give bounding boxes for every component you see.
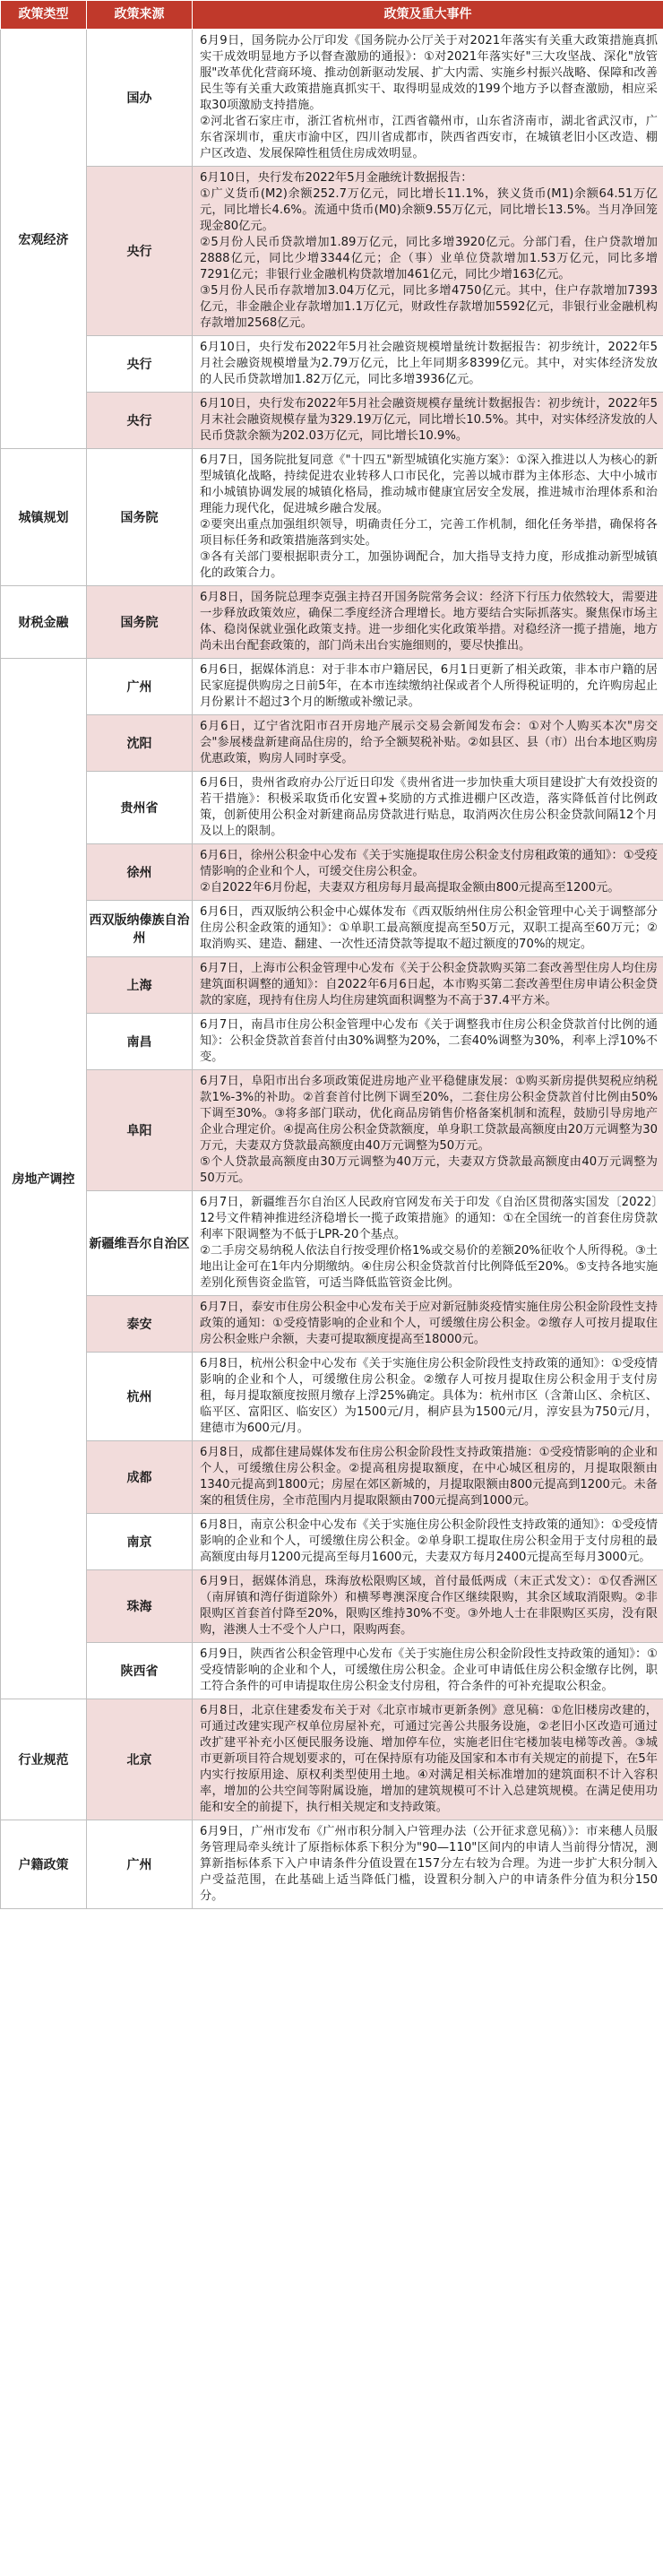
event-paragraph: ③5月份人民币存款增加3.04万亿元，同比多增4750亿元。其中，住户存款增加7393亿元，非金融企业存款增加1.1万亿元，财政性存款增加5592亿元，非银行业金融机构存款增加2568亿元。	[200, 284, 658, 330]
policy-source: 央行	[87, 336, 193, 393]
table-row	[1, 1191, 663, 1296]
policy-source: 沈阳	[87, 715, 193, 772]
policy-source: 泰安	[87, 1296, 193, 1353]
event-paragraph: 6月7日，阜阳市出台多项政策促进房地产业平稳健康发展：①购买新房提供契税应纳税款1%-3%的补助。②首套首付比例下调至20%，二套住房公积金贷款首付比例由50%下调至30%。③将多部门联动，优化商品房销售价格备案机制和流程，鼓励引导房地产企业合理定价。④提高住房公积金贷款额度，单身职工贷款最高额度由20万元调整为30万元，夫妻双方贷款最高额度由40万元调整为50万元。	[200, 1075, 658, 1153]
policy-event	[193, 449, 663, 586]
event-paragraph: 6月6日，徐州公积金中心发布《关于实施提取住房公积金支付房租政策的通知》：①受疫情影响的企业和个人，可缓交住房公积金。	[200, 849, 658, 878]
policy-source: 南京	[87, 1514, 193, 1570]
table-row	[1, 336, 663, 393]
policy-category: 房地产调控	[1, 659, 87, 1699]
policy-event	[193, 586, 663, 659]
event-paragraph: ②河北省石家庄市，浙江省杭州市，江西省赣州市，山东省济南市，湖北省武汉市，广东省深圳市，重庆市渝中区，四川省成都市，陕西省西安市，在城镇老旧小区改造、棚户区改造、发展保障性租赁住房成效明显。	[200, 115, 658, 160]
policy-event	[193, 1643, 663, 1699]
policy-event	[193, 659, 663, 715]
event-paragraph: 6月7日，国务院批复同意《"十四五"新型城镇化实施方案》：①深入推进以人为核心的新型城镇化战略，持续促进农业转移人口市民化，完善以城市群为主体形态、大中小城市和小城镇协调发展的城镇化格局，推动城市健康宜居安全发展，推进城市治理体系和治理能力现代化，促进城乡融合发展。	[200, 454, 658, 515]
policy-event	[193, 1514, 663, 1570]
policy-source: 成都	[87, 1441, 193, 1514]
header-policy-type: 政策类型	[1, 1, 87, 30]
table-row	[1, 1570, 663, 1643]
policy-category: 户籍政策	[1, 1820, 87, 1909]
policy-source: 贵州省	[87, 772, 193, 844]
event-paragraph: 6月9日，广州市发布《广州市积分制入户管理办法（公开征求意见稿）》：市来穗人员服务管理局牵头统计了原指标体系下积分为"90—110"区间内的申请人当前得分情况，测算新指标体系下入户申请条件分值设置在157分左右较为合理。为进一步扩大积分制入户受益范围，在此基础上适当降低门槛，设置积分制入户的申请条件分值为积分150分。	[200, 1825, 658, 1903]
table-row	[1, 393, 663, 449]
table-row	[1, 586, 663, 659]
table-row	[1, 1014, 663, 1070]
event-paragraph: 6月9日，国务院办公厅印发《国务院办公厅关于对2021年落实有关重大政策措施真抓实干成效明显地方予以督查激励的通报》：①对2021年落实好"三大攻坚战、深化"放管服"改革优化营商环境、推动创新驱动发展、扩大内需、实施乡村振兴战略、保障和改善民生等有关重大政策措施真抓实干、取得明显成效的199个地方予以督查激励，相应采取30项激励支持措施。	[200, 34, 658, 112]
table-row	[1, 1441, 663, 1514]
policy-source: 新疆维吾尔自治区	[87, 1191, 193, 1296]
policy-event	[193, 167, 663, 336]
event-paragraph: ③各有关部门要根据职责分工，加强协调配合，加大指导支持力度，形成推动新型城镇化的政策合力。	[200, 550, 658, 580]
policy-source: 央行	[87, 167, 193, 336]
policy-event	[193, 336, 663, 393]
policy-source: 杭州	[87, 1353, 193, 1441]
event-paragraph: 6月7日，南昌市住房公积金管理中心发布《关于调整我市住房公积金贷款首付比例的通知》：公积金贷款首套首付由30%调整为20%，二套40%调整为30%，利率上浮10%不变。	[200, 1018, 658, 1064]
policy-source: 陕西省	[87, 1643, 193, 1699]
event-paragraph: 6月7日，上海市公积金管理中心发布《关于公积金贷款购买第二套改善型住房人均住房建筑面积调整的通知》：自2022年6月6日起，本市购买第二套改善型住房申请公积金贷款的家庭，现持有住房人均住房建筑面积调整为不高于37.4平方米。	[200, 962, 658, 1007]
table-row	[1, 957, 663, 1014]
table-row	[1, 1514, 663, 1570]
event-paragraph: 6月9日，陕西省公积金管理中心发布《关于实施住房公积金阶段性支持政策的通知》：①受疫情影响的企业和个人，可缓缴住房公积金。企业可申请低住房公积金缴存比例，职工符合条件的可申请提取住房公积金支付房租，符合条件的可补充提取公积金。	[200, 1647, 658, 1693]
policy-event	[193, 1353, 663, 1441]
policy-event	[193, 844, 663, 901]
event-paragraph: 6月8日，成都住建局媒体发布住房公积金阶段性支持政策措施：①受疫情影响的企业和个人，可缓缴住房公积金。②提高租房提取额度，在中心城区租房的，月提取限额由1340元提高到1800元；房屋在郊区新城的，月提取限额由800元提高到1200元。未备案的租赁住房，全市范围内月提取限额由700元提高到1000元。	[200, 1446, 658, 1508]
policy-event	[193, 715, 663, 772]
table-row	[1, 167, 663, 336]
policy-source: 广州	[87, 1820, 193, 1909]
event-paragraph: 6月10日，央行发布2022年5月社会融资规模增量统计数据报告：初步统计，2022年5月社会融资规模增量为2.79万亿元，比上年同期多8399亿元。其中，对实体经济发放的人民币贷款增加1.82万亿元，同比多增3936亿元。	[200, 341, 658, 386]
table-row	[1, 1296, 663, 1353]
event-paragraph: 6月8日，北京住建委发布关于对《北京市城市更新条例》意见稿：①危旧楼房改建的，可通过改建实现产权单位房屋补充，可通过完善公共服务设施，②老旧小区改造可通过改扩建平补充小区便民服务设施、增加停车位，实施老旧住宅楼加装电梯等改善。③城市更新项目符合规划要求的，可在保持原有功能及国家和本市有关规定的前提下，在5年内实行按原用途、原权利类型使用土地。④对满足相关标准增加的建筑面积不计入容积率，增加的公共空间等附属设施，增加的建筑规模可不计入总建筑规模。在满足使用功能和安全的前提下，执行相关规定和支持政策。	[200, 1704, 658, 1814]
event-paragraph: 6月7日，泰安市住房公积金中心发布关于应对新冠肺炎疫情实施住房公积金阶段性支持政策的通知：①受疫情影响的企业和个人，可缓缴住房公积金。②缴存人可按月提取住房公积金账户余额，夫妻可提取额度提高至18000元。	[200, 1301, 658, 1346]
policy-source: 央行	[87, 393, 193, 449]
event-paragraph: ②自2022年6月份起，夫妻双方租房每月最高提取金额由800元提高至1200元。	[200, 881, 620, 895]
policy-event	[193, 30, 663, 167]
policy-event	[193, 1570, 663, 1643]
event-paragraph: ①广义货币(M2)余额252.7万亿元，同比增长11.1%，狭义货币(M1)余额64.51万亿元，同比增长4.6%。流通中货币(M0)余额9.55万亿元，同比增长13.5%。当月净回笼现金80亿元。	[200, 187, 658, 233]
policy-source: 西双版纳傣族自治州	[87, 901, 193, 957]
event-paragraph: 6月8日，南京公积金中心发布《关于实施住房公积金阶段性支持政策的通知》：①受疫情影响的企业和个人，可缓缴住房公积金。②单身职工提取住房公积金用于支付房租的最高额度由每月1200元提高至每月1600元，夫妻双方每月2400元提高至每月3000元。	[200, 1518, 658, 1564]
policy-category: 城镇规划	[1, 449, 87, 586]
table-row	[1, 659, 663, 715]
policy-event	[193, 1820, 663, 1909]
table-row	[1, 1070, 663, 1191]
table-row	[1, 1643, 663, 1699]
policy-category: 宏观经济	[1, 30, 87, 449]
table-header-row	[1, 1, 663, 30]
event-paragraph: 6月6日，辽宁省沈阳市召开房地产展示交易会新闻发布会：①对个人购买本次"房交会"参展楼盘新建商品住房的，给予全额契税补贴。②如县区、县（市）出台本地区购房优惠政策，购房人同时享受。	[200, 720, 658, 765]
policy-category: 财税金融	[1, 586, 87, 659]
event-paragraph: 6月8日，杭州公积金中心发布《关于实施住房公积金阶段性支持政策的通知》：①受疫情影响的企业和个人，可缓缴住房公积金。②缴存人可按月提取住房公积金用于支付房租，每月提取额度按照月缴存上浮25%确定。具体为：杭州市区（含萧山区、余杭区、临平区、富阳区、临安区）为1500元/月，桐庐县为1500元/月，淳安县为750元/月，建德市为600元/月。	[200, 1357, 658, 1435]
policy-event	[193, 772, 663, 844]
table-row	[1, 844, 663, 901]
table-row	[1, 772, 663, 844]
policy-event	[193, 1699, 663, 1820]
policy-source: 阜阳	[87, 1070, 193, 1191]
table-row	[1, 901, 663, 957]
policy-source: 珠海	[87, 1570, 193, 1643]
table-row	[1, 1820, 663, 1909]
header-policy-source: 政策来源	[87, 1, 193, 30]
policy-source: 北京	[87, 1699, 193, 1820]
policy-event	[193, 901, 663, 957]
event-paragraph: 6月9日，据媒体消息，珠海放松限购区域，首付最低两成（末正式发文）：①仅香洲区（南屏镇和湾仔街道除外）和横琴粤澳深度合作区继续限购，其余区域取消限购。②非限购区首套首付降至20%，限购区维持30%不变。③外地人士在非限购区买房，没有限购，港澳人士不受个人户口，限购两套。	[200, 1575, 658, 1637]
policy-source: 徐州	[87, 844, 193, 901]
table-row	[1, 715, 663, 772]
event-paragraph: 6月7日，新疆维吾尔自治区人民政府官网发布关于印发《自治区贯彻落实国发〔2022〕12号文件精神推进经济稳增长一揽子政策措施》的通知：①在全国统一的首套住房贷款利率下限调整为不低于LPR-20个基点。	[200, 1196, 658, 1241]
event-paragraph: 6月10日，央行发布2022年5月金融统计数据报告：	[200, 171, 473, 185]
policy-event	[193, 1014, 663, 1070]
event-paragraph: 6月6日，贵州省政府办公厅近日印发《贵州省进一步加快重大项目建设扩大有效投资的若干措施》：积极采取货币化安置+奖励的方式推进棚户区改造，落实降低首付比例政策，创新使用公积金对新建商品房贷款进行贴息，取消两次住房公积金贷款间隔12个月及以上的限制。	[200, 776, 658, 838]
header-policy-events: 政策及重大事件	[193, 1, 663, 30]
event-paragraph: ②5月份人民币贷款增加1.89万亿元，同比多增3920亿元。分部门看，住户贷款增加2888亿元，同比少增3344亿元；企（事）业单位贷款增加1.53万亿元，同比多增7291亿元；非银行业金融机构贷款增加461亿元，同比少增163亿元。	[200, 236, 658, 281]
policy-event	[193, 1441, 663, 1514]
table-body	[1, 30, 663, 1909]
policy-event	[193, 1296, 663, 1353]
policy-source: 广州	[87, 659, 193, 715]
event-paragraph: 6月10日，央行发布2022年5月社会融资规模存量统计数据报告：初步统计，2022年5月末社会融资规模存量为329.19万亿元，同比增长10.5%。其中，对实体经济发放的人民币贷款余额为202.03万亿元，同比增长10.9%。	[200, 397, 658, 443]
policy-source: 南昌	[87, 1014, 193, 1070]
event-paragraph: ⑤个人贷款最高额度由30万元调整为40万元，夫妻双方贷款最高额度由40万元调整为50万元。	[200, 1155, 658, 1185]
policy-category: 行业规范	[1, 1699, 87, 1820]
table-row	[1, 1699, 663, 1820]
event-paragraph: 6月6日，西双版纳公积金中心媒体发布《西双版纳州住房公积金管理中心关于调整部分住房公积金政策的通知》：①单职工最高额度提高至50万元，双职工提高至60万元；②取消购买、建造、翻建、一次性还清贷款等提取不超过额度的70%的规定。	[200, 905, 658, 951]
policy-source: 国办	[87, 30, 193, 167]
policy-source: 上海	[87, 957, 193, 1014]
policy-event	[193, 957, 663, 1014]
event-paragraph: 6月8日，国务院总理李克强主持召开国务院常务会议：经济下行压力依然较大，需要进一步释放政策效应，确保二季度经济合理增长。地方要结合实际抓落实。聚焦保市场主体、稳岗保就业强化政策支持。进一步细化实化政策举措。对稳经济一揽子措施，地方尚未出台配套政策的，部门尚未出台实施细则的，要尽快推出。	[200, 591, 658, 653]
event-paragraph: 6月6日，据媒体消息：对于非本市户籍居民，6月1日更新了相关政策，非本市户籍的居民家庭提供购房之日前5年，在本市连续缴纳社保或者个人所得税证明的，允许购房起止月份累计不超过3个月的断缴或补缴记录。	[200, 663, 658, 709]
policy-source: 国务院	[87, 449, 193, 586]
table-row	[1, 1353, 663, 1441]
policy-source: 国务院	[87, 586, 193, 659]
policy-event	[193, 1191, 663, 1296]
event-paragraph: ②二手房交易纳税人依法自行按受理价格1%或交易价的差额20%征收个人所得税。③土地出让金可在1年内分期缴纳。④住房公积金贷款首付比例降低至20%。⑤支持各地实施差别化预售资金监管，可适当降低监管资金比例。	[200, 1244, 658, 1290]
table-row	[1, 449, 663, 586]
table-row	[1, 30, 663, 167]
event-paragraph: ②要突出重点加强组织领导，明确责任分工，完善工作机制，细化任务举措，确保将各项目标任务和政策措施落到实处。	[200, 518, 658, 548]
policy-event	[193, 1070, 663, 1191]
policy-event	[193, 393, 663, 449]
